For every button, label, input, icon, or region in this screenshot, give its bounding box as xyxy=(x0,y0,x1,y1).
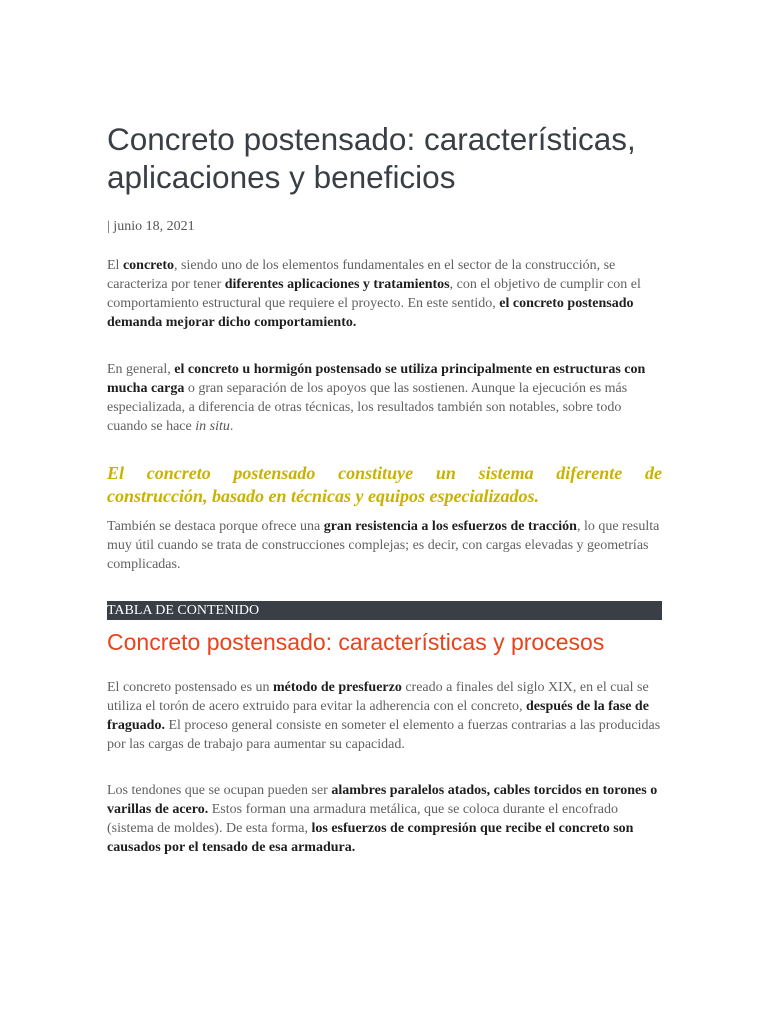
text-span: También se destaca porque ofrece una xyxy=(107,519,324,534)
table-of-contents-toggle[interactable]: TABLA DE CONTENIDO xyxy=(107,601,662,620)
text-span: Estos forman una armadura metálica, que se coloca durante el encofrado (sistema de moldes). De esta forma, xyxy=(107,802,618,836)
paragraph-intro xyxy=(107,256,662,332)
bold-span: concreto xyxy=(122,258,175,273)
article-body xyxy=(107,120,662,857)
paragraph-general xyxy=(107,360,662,436)
text-span: Los tendones que se ocupan pueden ser xyxy=(107,783,332,798)
text-span: , siendo uno de los elementos fundamentales en el sector de la construcción, se caracteriza por tener xyxy=(107,258,616,292)
bold-span: diferentes aplicaciones y tratamientos xyxy=(224,277,450,292)
text-span: , con el objetivo de cumplir con el comportamiento estructural que requiere el proyecto. En este sentido, xyxy=(107,277,641,311)
pull-quote xyxy=(107,462,662,508)
paragraph-tendons xyxy=(107,781,662,857)
text-span: En general, xyxy=(107,362,175,377)
bold-span: el concreto u hormigón postensado se utiliza principalmente en estructuras con mucha carga xyxy=(107,362,646,396)
paragraph-resistance xyxy=(107,517,662,574)
bold-span: método de presfuerzo xyxy=(273,680,402,695)
text-span: El concreto postensado es un xyxy=(107,680,274,695)
bold-span: gran resistencia a los esfuerzos de tracción xyxy=(323,519,577,534)
text-span: , lo que resulta muy útil cuando se trata de construcciones complejas; es decir, con cargas elevadas y geometrías complicadas. xyxy=(107,519,660,572)
italic-span: in situ xyxy=(195,419,230,434)
section-heading: Concreto postensado: características y procesos xyxy=(107,629,605,655)
paragraph-method xyxy=(107,678,662,754)
text-span: . xyxy=(229,419,234,434)
text-span: El xyxy=(107,258,123,273)
bold-span: después de la fase de fraguado. xyxy=(107,699,649,733)
text-span: El proceso general consiste en someter el elemento a fuerzas contrarias a las producidas por las cargas de trabajo para aumentar su capacidad. xyxy=(107,718,661,752)
bold-span: los esfuerzos de compresión que recibe el concreto son causados por el tensado de esa armadura. xyxy=(107,821,634,855)
text-span: creado a finales del siglo XIX, en el cual se utiliza el torón de acero extruido para evitar la adherencia con el concreto, xyxy=(107,680,649,714)
bold-span: el concreto postensado demanda mejorar dicho comportamiento. xyxy=(107,296,634,330)
quote-line: El concreto postensado constituye un sistema diferente de xyxy=(107,463,662,483)
publish-date: | junio 18, 2021 xyxy=(107,219,195,234)
bold-span: alambres paralelos atados, cables torcidos en torones o varillas de acero. xyxy=(107,783,658,817)
text-span: o gran separación de los apoyos que las sostienen. Aunque la ejecución es más especializada, a diferencia de otras técnicas, los resultados también son notables, sobre todo cuando se hace xyxy=(107,381,628,434)
quote-line: construcción, basado en técnicas y equipos especializados. xyxy=(107,486,539,506)
article-title: Concreto postensado: características, aplicaciones y beneficios xyxy=(107,121,636,195)
